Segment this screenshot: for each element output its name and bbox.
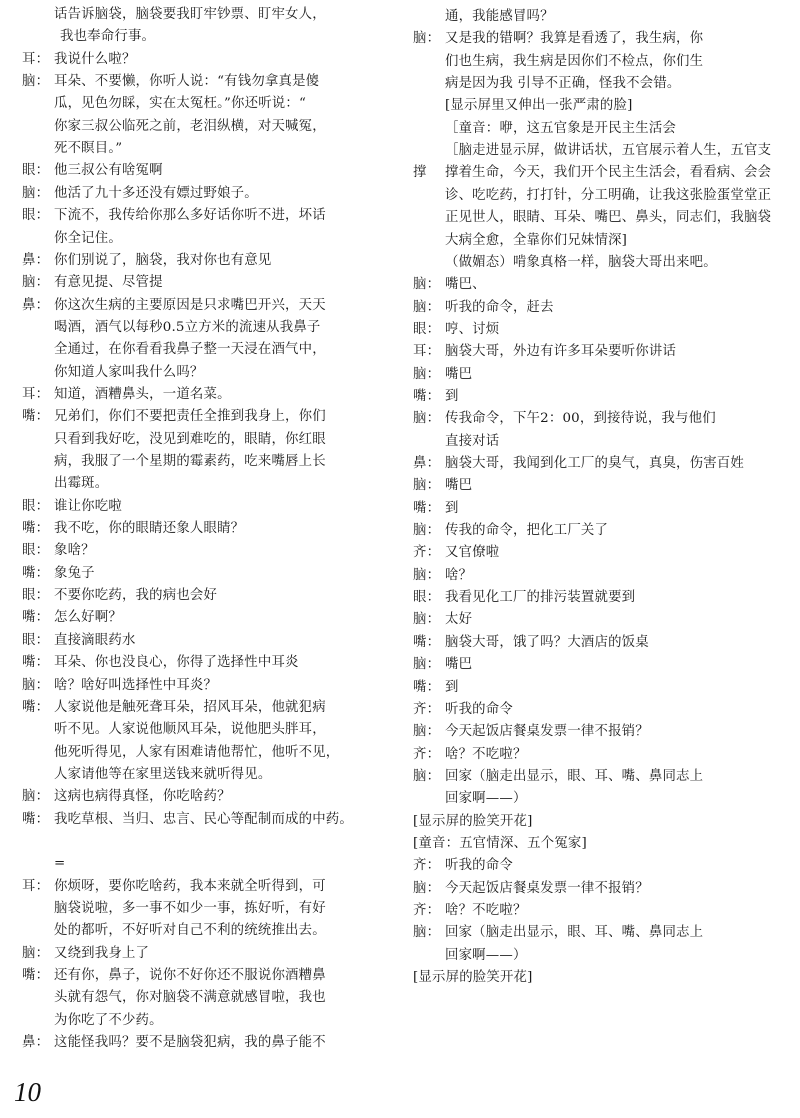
script-line	[413, 922, 703, 944]
script-line	[413, 855, 513, 877]
script-line	[22, 26, 155, 48]
script-line	[413, 51, 703, 73]
line-text: 你烦呀，要你吃啥药，我本来就全听得到，可	[54, 878, 326, 894]
script-line	[22, 719, 326, 741]
line-text: 这病也病得真怪，你吃啥药？	[54, 789, 231, 805]
speaker-label: 脑：	[22, 677, 50, 693]
script-line	[22, 831, 54, 853]
line-text: 直接滴眼药水	[54, 632, 136, 648]
script-line	[413, 73, 681, 95]
script-line	[22, 451, 326, 473]
script-line	[413, 408, 716, 430]
script-line	[413, 386, 459, 408]
line-text: 嘴巴	[445, 657, 473, 673]
line-text: 怎么好啊？	[54, 610, 122, 626]
line-text: 撑着生命，今天，我们开个民主生活会，看看病、会会	[445, 165, 772, 181]
speaker-label: 眼：	[22, 208, 50, 224]
script-line	[413, 185, 771, 207]
line-text: 病，我服了一个星期的霉素药，吃来嘴唇上长	[54, 454, 326, 469]
line-text: 话告诉脑袋，脑袋要我盯牢钞票、盯牢女人，	[54, 7, 326, 22]
line-text: 象啥？	[54, 543, 95, 559]
speaker-label: 嘴：	[413, 634, 441, 650]
script-line	[22, 93, 306, 115]
line-text: 耳朵、你也没良心，你得了选择性中耳炎	[54, 655, 299, 671]
line-text: 你这次生病的主要原因是只求嘴巴开兴，天天	[54, 297, 326, 313]
line-text: 又是我的错啊？我算是看透了，我生病，你	[445, 31, 704, 47]
script-line	[22, 1032, 326, 1054]
script-line	[413, 207, 771, 229]
speaker-label: 脑：	[413, 31, 441, 47]
speaker-label: 鼻：	[22, 297, 50, 313]
line-text: 兄弟们，你们不要把责任全推到我身上，你们	[54, 409, 326, 425]
line-text: 他死听得见，人家有困难请他帮忙，他听不见，	[54, 744, 340, 760]
speaker-label: 嘴：	[22, 409, 50, 425]
line-text: 只看到我好吃，没见到难吃的，眼睛，你红眼	[54, 431, 326, 447]
script-line	[413, 565, 472, 587]
script-line	[413, 766, 703, 788]
speaker-label: 脑：	[413, 478, 441, 494]
line-text: 嘴巴、	[445, 277, 486, 293]
script-line	[22, 116, 326, 138]
script-line	[22, 607, 122, 629]
line-text: 人家说他是触死聋耳朵，招风耳朵，他就犯病	[54, 699, 326, 715]
line-text: 下流不，我传给你那么多好话你听不进，坏话	[54, 208, 326, 224]
script-line	[22, 205, 326, 227]
line-text: 不要你吃药，我的病也会好	[54, 588, 218, 604]
script-line	[413, 520, 608, 542]
speaker-label: 脑：	[22, 74, 50, 90]
script-line	[22, 898, 326, 920]
line-text: 象兔子	[54, 565, 95, 581]
script-line	[22, 228, 122, 250]
script-line	[413, 453, 744, 475]
speaker-label: 齐：	[413, 903, 441, 918]
speaker-label: 眼：	[22, 588, 50, 604]
speaker-label: 齐：	[413, 701, 441, 717]
script-line	[413, 319, 499, 341]
script-line	[22, 317, 321, 339]
script-line	[413, 95, 633, 117]
script-line	[413, 654, 472, 676]
line-text: 我也奉命行事。	[60, 29, 156, 45]
line-text: [显示屏的脸笑开花]	[413, 970, 533, 986]
script-line	[22, 406, 326, 428]
script-line	[413, 297, 554, 319]
line-text: 回家啊——）	[445, 947, 527, 963]
line-text: 大病全愈，全靠你们兄妹情深]	[445, 232, 628, 248]
line-text: 听我的命令，赶去	[445, 299, 554, 315]
script-line	[22, 429, 326, 451]
script-line	[22, 295, 326, 317]
speaker-label: 耳：	[413, 344, 441, 360]
speaker-label: 嘴：	[22, 699, 50, 715]
line-text: 你们别说了，脑袋，我对你也有意见	[54, 252, 272, 268]
speaker-label: 脑：	[22, 945, 50, 961]
speaker-label: 脑：	[413, 925, 441, 941]
speaker-label: 齐：	[413, 545, 441, 561]
line-text: 病是因为我 引导不正确，怪我不会错。	[445, 76, 681, 92]
speaker-label: 脑：	[22, 185, 50, 201]
script-line	[413, 699, 513, 721]
line-text: （做媚态）啃象真格一样，脑袋大哥出来吧。	[445, 254, 717, 270]
line-text: 到	[445, 500, 459, 516]
line-text: 脑袋说啦，多一事不如少一事，拣好听，有好	[54, 901, 326, 916]
line-text: 听我的命令	[445, 701, 513, 717]
speaker-label: 脑：	[22, 275, 50, 291]
script-line	[22, 965, 326, 987]
script-line	[413, 162, 771, 184]
script-line	[413, 811, 533, 833]
script-line	[413, 140, 771, 162]
speaker-label: 脑：	[413, 657, 441, 673]
line-text: 你知道人家叫我什么吗？	[54, 364, 204, 380]
script-line	[413, 118, 676, 140]
script-line	[22, 339, 326, 361]
script-line	[413, 341, 676, 363]
speaker-label: 嘴：	[22, 811, 50, 827]
speaker-label: 嘴：	[413, 388, 441, 404]
line-text: 嘴巴	[445, 478, 473, 494]
line-text: 喝酒，酒气以每秒0.5立方米的流速从我鼻子	[54, 319, 321, 335]
script-line	[413, 878, 649, 900]
line-text: 处的都听，不好听对自己不利的统统推出去。	[54, 923, 326, 939]
script-line	[22, 585, 217, 607]
speaker-label: 眼：	[22, 163, 50, 179]
line-text: 今天起饭店餐桌发票一律不报销？	[445, 880, 649, 896]
script-line	[22, 987, 326, 1009]
line-text: 有意见提、尽管提	[54, 275, 163, 291]
line-text: 人家请他等在家里送钱来就听得见。	[54, 766, 272, 782]
line-text: 全通过，在你看看我鼻子整一天浸在酒气中，	[54, 342, 326, 358]
line-text: 回家（脑走出显示，眼、耳、嘴、鼻同志上	[445, 768, 704, 784]
line-text: 啥？不吃啦？	[445, 903, 527, 918]
line-text: 直接对话	[445, 433, 500, 449]
speaker-label: 嘴：	[22, 521, 50, 537]
script-line	[22, 496, 122, 518]
line-text: 啥？啥好叫选择性中耳炎？	[54, 677, 218, 693]
script-line	[22, 362, 204, 384]
script-line	[413, 274, 486, 296]
script-line	[22, 853, 65, 875]
script-line	[413, 542, 499, 564]
script-line	[413, 587, 635, 609]
speaker-label: 撑	[413, 165, 427, 181]
speaker-label: 齐：	[413, 746, 441, 762]
speaker-label: 脑：	[413, 567, 441, 583]
line-text: 脑袋大哥，饿了吗？大酒店的饭桌	[445, 634, 649, 650]
script-line	[22, 809, 353, 831]
script-line	[413, 252, 717, 274]
script-line	[22, 71, 319, 93]
speaker-label: 齐：	[413, 858, 441, 874]
line-text: 们也生病，我生病是因你们不检点，你们生	[445, 53, 704, 69]
script-line	[413, 498, 459, 520]
line-text: 出霉斑。	[54, 476, 109, 492]
script-line	[22, 1010, 163, 1032]
script-line	[22, 943, 149, 965]
line-text: 脑袋大哥，我闻到化工厂的臭气，真臭，伤害百姓	[445, 456, 744, 471]
speaker-label: 鼻：	[413, 456, 441, 471]
line-text: 谁让你吃啦	[54, 498, 122, 514]
speaker-label: 嘴：	[413, 500, 441, 516]
speaker-label: 嘴：	[413, 679, 441, 695]
line-text: 正见世人，眼睛、耳朵、嘴巴、鼻头，同志们，我脑袋	[445, 210, 772, 226]
script-line	[22, 563, 95, 585]
script-line	[22, 473, 108, 495]
speaker-label: 鼻：	[22, 252, 50, 268]
line-text: 你全记住。	[54, 230, 122, 246]
script-line	[22, 518, 244, 540]
line-text: [显示屏里又伸出一张严肃的脸]	[445, 98, 633, 114]
line-text: 死不瞑目。”	[54, 141, 123, 157]
speaker-label: 脑：	[413, 880, 441, 896]
script-line	[413, 6, 554, 28]
line-text: 头就有怨气，你对脑袋不满意就感冒啦，我也	[54, 990, 326, 1006]
speaker-label: 眼：	[413, 590, 441, 606]
speaker-label: 嘴：	[22, 968, 50, 984]
line-text: 传我的命令，把化工厂关了	[445, 523, 609, 539]
speaker-label: 眼：	[22, 498, 50, 514]
script-line	[413, 677, 459, 699]
script-line	[413, 230, 627, 252]
speaker-label: 耳：	[22, 878, 50, 894]
speaker-label: 脑：	[413, 724, 441, 740]
script-line	[22, 272, 163, 294]
script-line	[413, 900, 527, 922]
speaker-label: 眼：	[413, 321, 441, 337]
script-line	[413, 967, 533, 989]
line-text: 又绕到我身上了	[54, 945, 150, 961]
line-text: ［童音：咿，这五官象是开民主生活会	[445, 120, 677, 136]
script-line	[22, 160, 163, 182]
speaker-label: 脑：	[413, 277, 441, 293]
script-line	[22, 183, 258, 205]
speaker-label: 脑：	[413, 411, 441, 427]
script-line	[413, 721, 649, 743]
line-text: 知道，酒糟鼻头，一道名菜。	[54, 386, 231, 402]
line-text: [显示屏的脸笑开花]	[413, 813, 533, 829]
script-line	[413, 744, 527, 766]
speaker-label: 脑：	[22, 789, 50, 805]
line-text: 到	[445, 388, 459, 404]
line-text: [童音：五官情深、五个冤家]	[413, 835, 587, 851]
speaker-label: 耳：	[22, 51, 50, 67]
script-line	[413, 364, 472, 386]
line-text: 回家啊——）	[445, 791, 527, 807]
line-text: 我吃草根、当归、忠言、民心等配制而成的中药。	[54, 811, 353, 827]
script-line	[413, 788, 527, 810]
line-text: 今天起饭店餐桌发票一律不报销？	[445, 724, 649, 740]
script-line	[22, 764, 271, 786]
line-text: 为你吃了不少药。	[54, 1012, 163, 1028]
script-line	[22, 49, 136, 71]
script-line	[22, 876, 326, 898]
script-line	[22, 630, 136, 652]
line-text: 我看见化工厂的排污装置就要到	[445, 590, 636, 606]
speaker-label: 鼻：	[22, 1035, 50, 1051]
script-line	[413, 431, 499, 453]
speaker-label: 耳：	[22, 386, 50, 402]
speaker-label: 脑：	[413, 299, 441, 315]
speaker-label: 脑：	[413, 366, 441, 382]
speaker-label: 脑：	[413, 523, 441, 539]
page-number: 10	[14, 1077, 41, 1107]
script-line	[413, 475, 472, 497]
script-line	[22, 697, 326, 719]
speaker-label: 嘴：	[22, 655, 50, 671]
line-text: 又官僚啦	[445, 545, 500, 561]
line-text: 他活了九十多还没有嫖过野娘子。	[54, 185, 258, 201]
line-text: 我不吃，你的眼睛还象人眼睛？	[54, 521, 245, 537]
script-line	[413, 609, 472, 631]
speaker-label: 嘴：	[22, 610, 50, 626]
line-text: 啥？	[445, 567, 473, 583]
script-line	[413, 28, 703, 50]
line-text: 回家（脑走出显示，眼、耳、嘴、鼻同志上	[445, 925, 704, 941]
speaker-label: 脑：	[413, 612, 441, 628]
script-line	[22, 742, 339, 764]
line-text: 诊、吃吃药，打打针，分工明确，让我这张脸蛋堂堂正	[445, 187, 772, 203]
line-text: 他三叔公有啥冤啊	[54, 163, 163, 179]
line-text: 听不见。人家说他顺风耳朵，说他肥头胖耳，	[54, 722, 326, 738]
script-line	[22, 675, 217, 697]
speaker-label: 嘴：	[22, 565, 50, 581]
script-line	[22, 920, 326, 942]
line-text: 听我的命令	[445, 858, 513, 874]
speaker-label: 眼：	[22, 632, 50, 648]
line-text: 传我命令，下午2：00，到接待说，我与他们	[445, 411, 716, 427]
line-text: 瓜，见色勿睬，实在太冤枉。”你还听说：“	[54, 96, 307, 112]
line-text: 太好	[445, 612, 473, 628]
script-line	[413, 632, 649, 654]
line-text: 你家三叔公临死之前，老泪纵横，对天喊冤，	[54, 118, 326, 134]
speaker-label: 眼：	[22, 543, 50, 559]
line-text: 哼、讨烦	[445, 321, 500, 337]
line-text: 啥？不吃啦？	[445, 746, 527, 762]
script-line	[413, 833, 587, 855]
script-line	[413, 945, 527, 967]
line-text: 到	[445, 679, 459, 695]
line-text: =	[54, 856, 66, 872]
line-text: 脑袋大哥，外边有许多耳朵要听你讲话	[445, 344, 677, 360]
script-line	[22, 250, 271, 272]
speaker-label: 脑：	[413, 768, 441, 784]
line-text: 这能怪我吗？要不是脑袋犯病，我的鼻子能不	[54, 1035, 326, 1051]
script-line	[22, 786, 231, 808]
line-text: 还有你，鼻子，说你不好你还不服说你酒糟鼻	[54, 968, 326, 984]
script-line	[22, 652, 299, 674]
script-line	[22, 384, 231, 406]
line-text: ［脑走进显示屏，做讲话状，五官展示着人生，五官支	[445, 143, 772, 159]
line-text: 我说什么啦？	[54, 51, 136, 67]
line-text: 耳朵、不要懒，你听人说：“有钱勿拿真是傻	[54, 74, 320, 90]
line-text: 嘴巴	[445, 366, 473, 382]
script-line	[22, 540, 95, 562]
script-line	[22, 138, 122, 160]
script-line	[22, 4, 326, 26]
line-text: 通，我能感冒吗？	[445, 9, 554, 24]
